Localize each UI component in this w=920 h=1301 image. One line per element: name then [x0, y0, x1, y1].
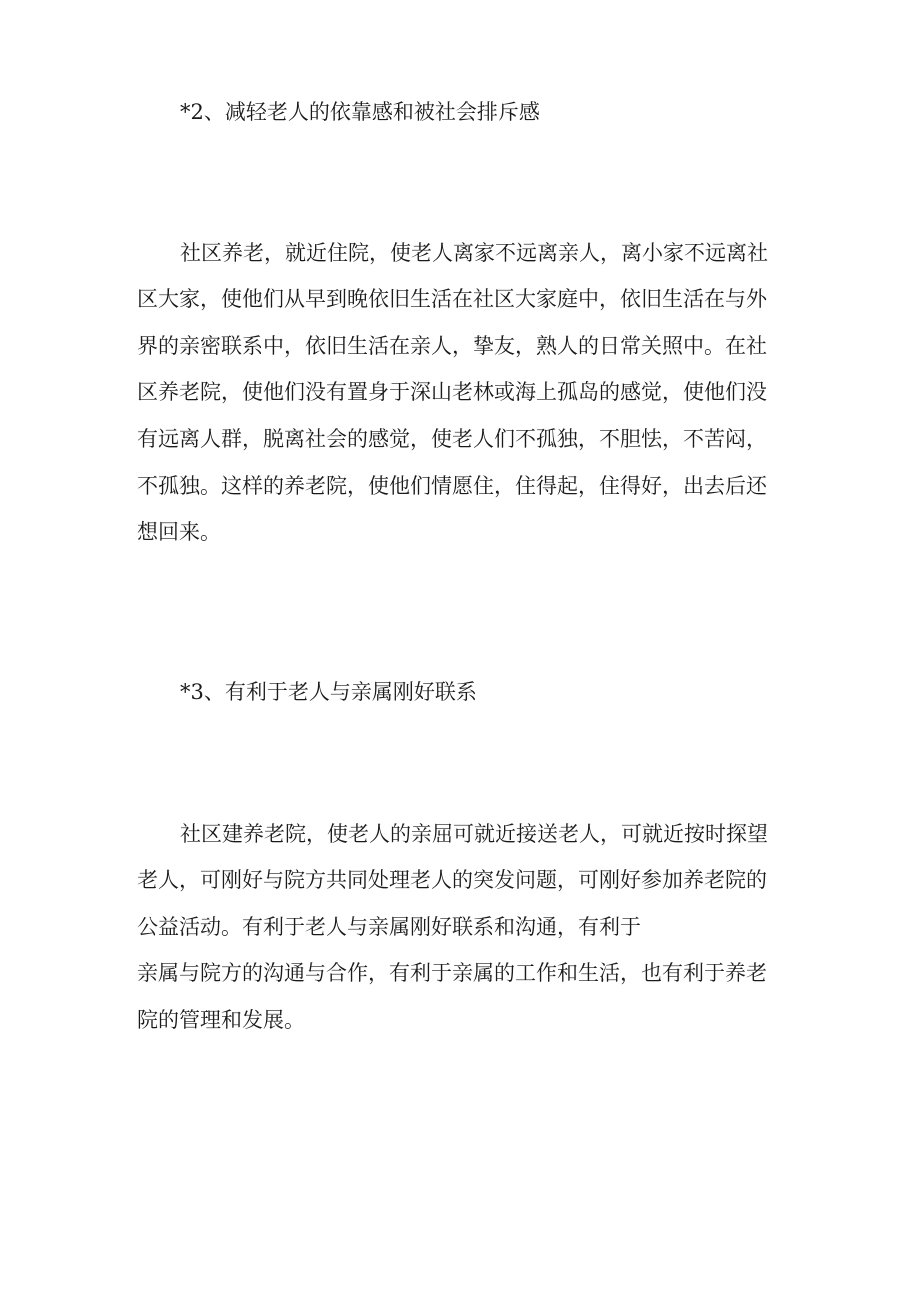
paragraph-line: 老人，可刚好与院方共同处理老人的突发问题，可刚好参加养老院的 [137, 868, 767, 892]
section-3-heading: *3、有利于老人与亲属刚好联系 [180, 680, 477, 704]
paragraph-line: 社区建养老院，使老人的亲屈可就近接送老人，可就近按时探望 [180, 822, 768, 846]
paragraph-line: 想回来。 [137, 520, 221, 544]
section-2-heading: *2、减轻老人的依靠感和被社会排斥感 [180, 100, 540, 124]
paragraph-line: 有远离人群，脱离社会的感觉，使老人们不孤独，不胆怯，不苦闷， [137, 427, 767, 451]
paragraph-line: 社区养老，就近住院，使老人离家不远离亲人，离小家不远离社 [180, 241, 768, 265]
paragraph-line: 不孤独。这样的养老院，使他们情愿住，住得起，住得好，出去后还 [137, 474, 767, 498]
paragraph-line: 区养老院，使他们没有置身于深山老林或海上孤岛的感觉，使他们没 [137, 380, 767, 404]
paragraph-line: 亲属与院方的沟通与合作，有利于亲属的工作和生活，也有利于养老 [137, 961, 767, 985]
paragraph-line: 界的亲密联系中，依旧生活在亲人，挚友，熟人的日常关照中。在社 [137, 334, 767, 358]
paragraph-line: 区大家，使他们从早到晚依旧生活在社区大家庭中，依旧生活在与外 [137, 287, 767, 311]
paragraph-line: 院的管理和发展。 [137, 1008, 305, 1032]
paragraph-line: 公益活动。有利于老人与亲属刚好联系和沟通，有利于 [137, 915, 641, 939]
